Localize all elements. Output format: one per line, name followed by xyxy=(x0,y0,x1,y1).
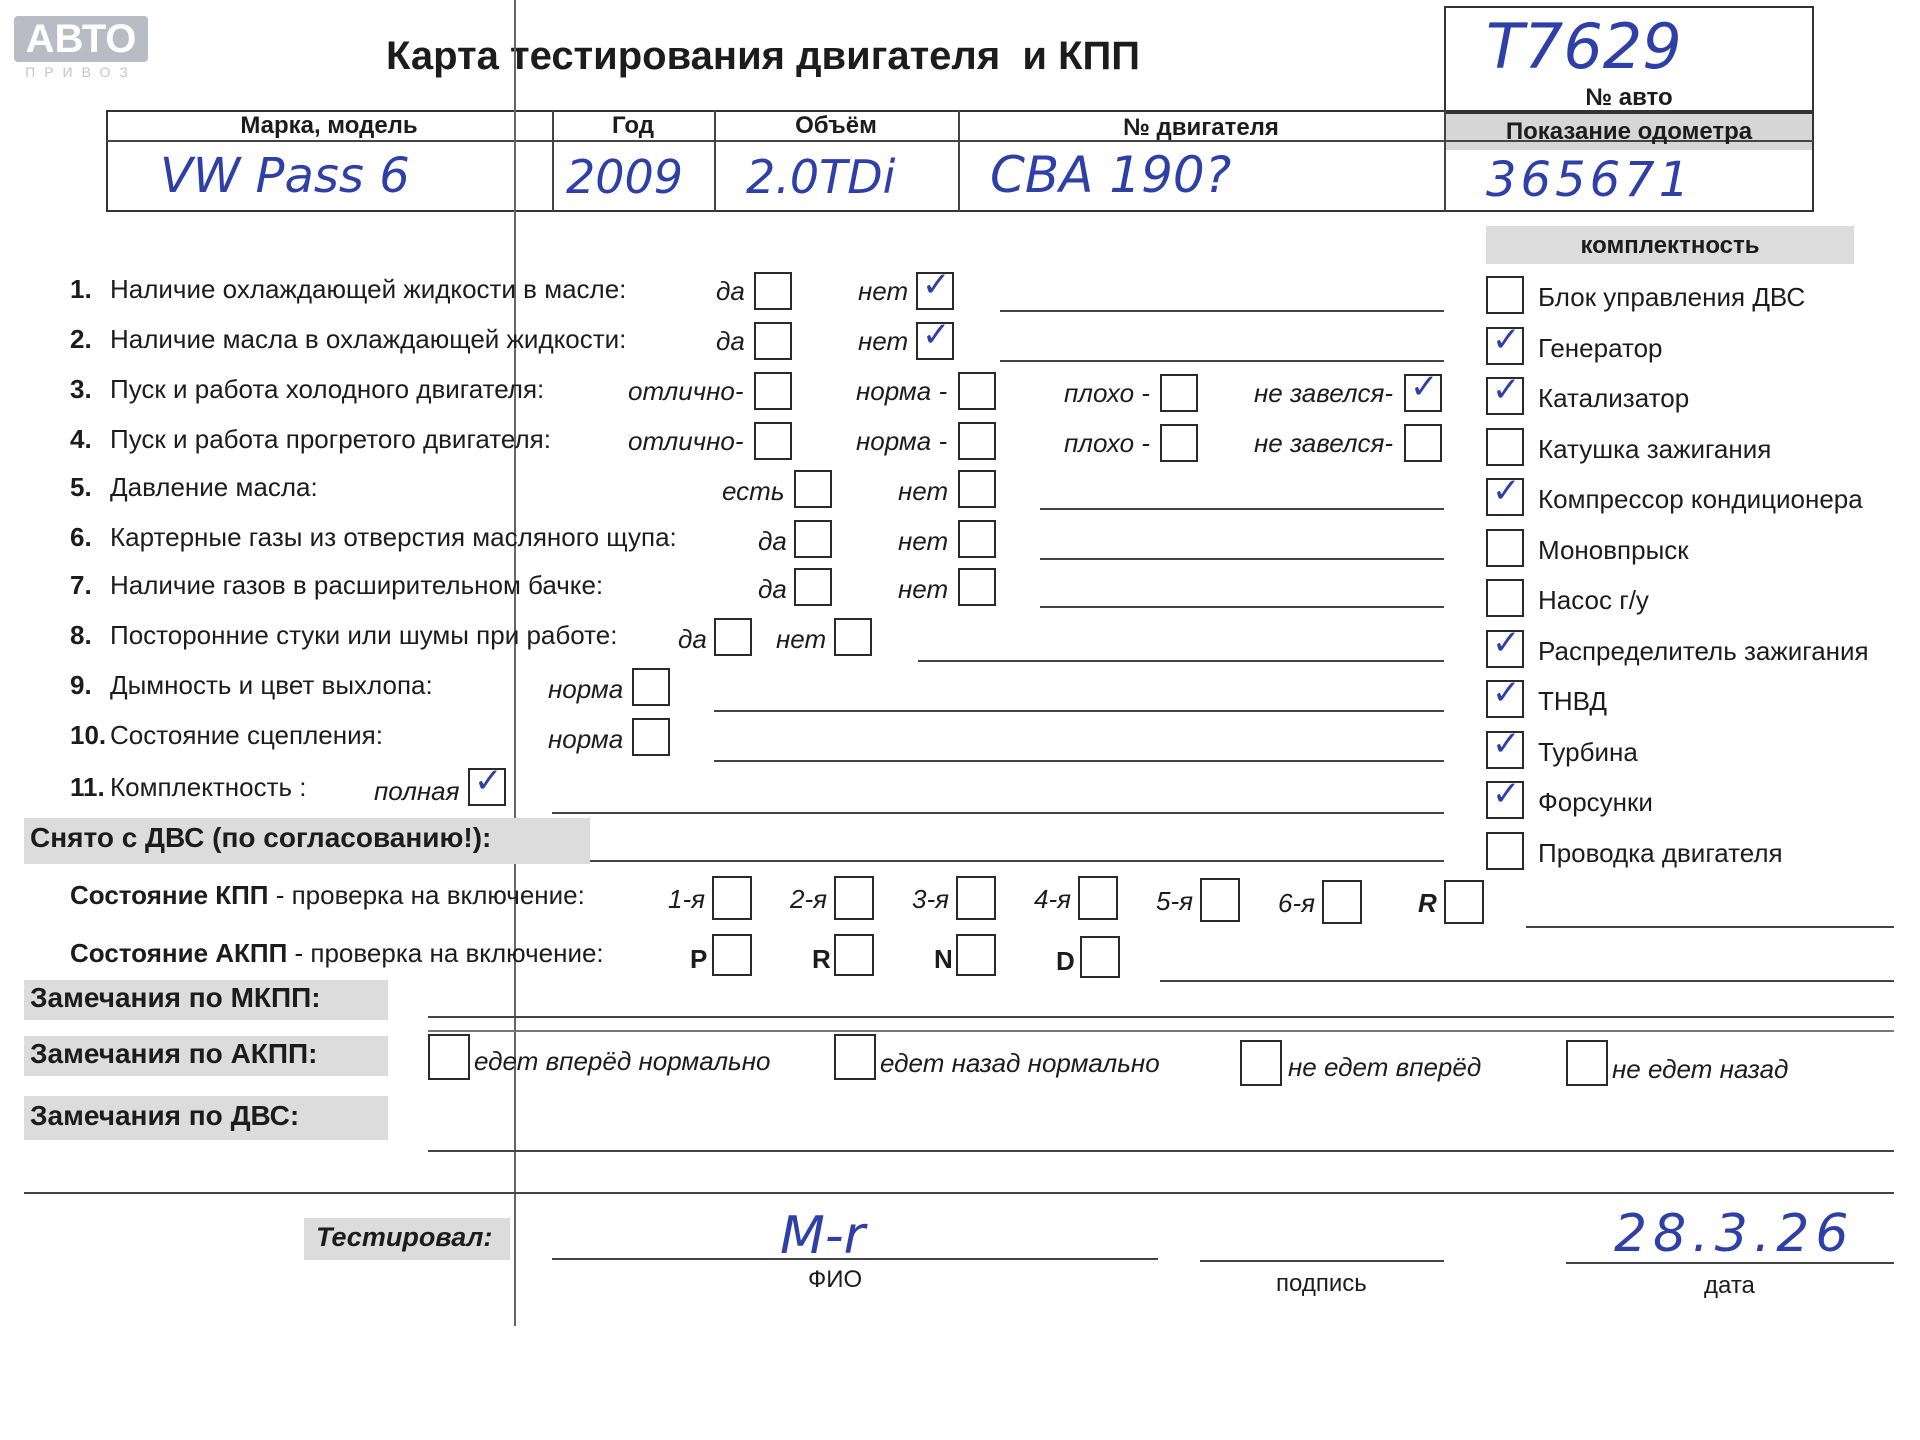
odo-value: 365671 xyxy=(1486,152,1694,208)
completeness-checkbox[interactable] xyxy=(1486,320,1524,365)
q7-opt1: да xyxy=(758,574,787,604)
sign-line xyxy=(1200,1260,1444,1262)
dvs-note-line xyxy=(428,1150,1894,1152)
make-label: Марка, модель xyxy=(240,112,418,139)
date-value: 28.3.26 xyxy=(1614,1204,1855,1264)
check-icon: ✓ xyxy=(1492,623,1521,663)
q6-yes-checkbox[interactable] xyxy=(794,520,832,558)
q6-text: Картерные газы из отверстия масляного щупа: xyxy=(110,522,677,552)
kpp-note-line xyxy=(1526,926,1894,928)
q10-text: Состояние сцепления: xyxy=(110,720,383,750)
year-label: Год xyxy=(612,112,654,139)
dvs-note-line-2 xyxy=(24,1192,1894,1194)
akpp-no-forward-checkbox[interactable] xyxy=(1240,1040,1282,1086)
engine-label: № двигателя xyxy=(1123,114,1279,141)
q2-opt1: да xyxy=(716,326,745,356)
q8-text: Посторонние стуки или шумы при работе: xyxy=(110,620,618,650)
akpp-mode-r-label: R xyxy=(812,944,831,974)
kpp-gear-6-checkbox[interactable] xyxy=(1322,880,1362,924)
kpp-gear-4-checkbox[interactable] xyxy=(1078,876,1118,920)
q2-yes-checkbox[interactable] xyxy=(754,322,792,360)
akpp-forward-ok-checkbox[interactable] xyxy=(428,1034,470,1080)
kpp-label-bold: Состояние КПП xyxy=(70,880,269,910)
q8-no-checkbox[interactable] xyxy=(834,618,872,656)
kpp-gear-3-checkbox[interactable] xyxy=(956,876,996,920)
q8-yes-checkbox[interactable] xyxy=(714,618,752,656)
q5-opt2: нет xyxy=(898,476,949,506)
q11-full-checkbox[interactable]: ✓ xyxy=(468,768,506,806)
q11-note-line xyxy=(552,812,1444,814)
q11-text: Комплектность : xyxy=(110,772,307,802)
completeness-checkbox[interactable] xyxy=(1486,623,1524,668)
q11-opt1: полная xyxy=(374,776,460,806)
q2-no-checkbox[interactable]: ✓ xyxy=(916,322,954,360)
q1-opt1: да xyxy=(716,276,745,306)
akpp-back-ok-checkbox[interactable] xyxy=(834,1034,876,1080)
q5-no-checkbox[interactable] xyxy=(958,470,996,508)
kpp-gear-3-label: 3-я xyxy=(912,884,950,914)
q3-opt3: плохо - xyxy=(1064,378,1150,408)
q5-note-line xyxy=(1040,508,1444,510)
q2-opt2: нет xyxy=(858,326,909,356)
kpp-gear-6-label: 6-я xyxy=(1278,888,1316,918)
completeness-label: Форсунки xyxy=(1538,787,1653,817)
q4-num: 4. xyxy=(70,424,92,454)
car-number-box xyxy=(1444,6,1814,114)
completeness-title: комплектность xyxy=(1580,232,1760,259)
check-icon: ✓ xyxy=(1492,724,1521,764)
q4-excellent-checkbox[interactable] xyxy=(754,422,792,460)
q7-note-line xyxy=(1040,606,1444,608)
completeness-label: Катализатор xyxy=(1538,383,1690,413)
q7-yes-checkbox[interactable] xyxy=(794,568,832,606)
q4-bad-checkbox[interactable] xyxy=(1160,424,1198,462)
q7-text: Наличие газов в расширительном бачке: xyxy=(110,570,604,600)
q4-text: Пуск и работа прогретого двигателя: xyxy=(110,424,551,454)
akpp-mode-d-label: D xyxy=(1056,946,1075,976)
q7-opt2: нет xyxy=(898,574,949,604)
q6-no-checkbox[interactable] xyxy=(958,520,996,558)
logo-sub: ПРИВОЗ xyxy=(25,64,137,80)
akpp-no-forward-label: не едет вперёд xyxy=(1288,1052,1482,1082)
check-icon: ✓ xyxy=(1492,320,1521,360)
q1-num: 1. xyxy=(70,274,92,304)
year-value: 2009 xyxy=(566,150,684,204)
kpp-gear-4-label: 4-я xyxy=(1034,884,1072,914)
completeness-checkbox[interactable] xyxy=(1486,370,1524,415)
completeness-checkbox[interactable] xyxy=(1486,774,1524,819)
engine-value: CBA 190? xyxy=(990,146,1232,204)
completeness-label: Проводка двигателя xyxy=(1538,838,1783,868)
completeness-label: Распределитель зажигания xyxy=(1538,636,1869,666)
q9-note-line xyxy=(714,710,1444,712)
q3-num: 3. xyxy=(70,374,92,404)
q4-normal-checkbox[interactable] xyxy=(958,422,996,460)
kpp-label xyxy=(70,880,585,911)
q1-yes-checkbox[interactable] xyxy=(754,272,792,310)
q10-opt1: норма xyxy=(548,724,624,754)
completeness-checkbox[interactable] xyxy=(1486,471,1524,516)
akpp-no-back-label: не едет назад xyxy=(1612,1054,1789,1084)
q9-text: Дымность и цвет выхлопа: xyxy=(110,670,433,700)
check-icon: ✓ xyxy=(1492,471,1521,511)
q4-nostart-checkbox[interactable] xyxy=(1404,424,1442,462)
q8-opt2: нет xyxy=(776,624,827,654)
akpp-label-bold: Состояние АКПП xyxy=(70,938,288,968)
car-number-label: № авто xyxy=(1585,84,1673,111)
q5-opt1: есть xyxy=(722,476,785,506)
q3-opt4: не завелся- xyxy=(1254,378,1394,408)
fold-line xyxy=(514,0,516,1326)
completeness-checkbox[interactable] xyxy=(1486,673,1524,718)
completeness-label: Насос г/у xyxy=(1538,585,1649,615)
q6-opt2: нет xyxy=(898,526,949,556)
removed-title: Снято с ДВС (по согласованию!): xyxy=(30,822,492,853)
q3-nostart-checkbox[interactable]: ✓ xyxy=(1404,374,1442,412)
q10-num: 10. xyxy=(70,720,107,750)
completeness-label: Компрессор кондиционера xyxy=(1538,484,1863,514)
q9-normal-checkbox[interactable] xyxy=(632,668,670,706)
q1-text: Наличие охлаждающей жидкости в масле: xyxy=(110,274,627,304)
check-icon: ✓ xyxy=(1492,370,1521,410)
q4-opt1: отлично- xyxy=(628,426,744,456)
mkpp-note-line xyxy=(428,1016,1894,1018)
akpp-mode-n-label: N xyxy=(934,944,953,974)
q3-text: Пуск и работа холодного двигателя: xyxy=(110,374,545,404)
akpp-mode-r-checkbox[interactable] xyxy=(834,934,874,976)
q8-num: 8. xyxy=(70,620,92,650)
q6-note-line xyxy=(1040,558,1444,560)
kpp-gear-5-checkbox[interactable] xyxy=(1200,878,1240,922)
akpp-no-back-checkbox[interactable] xyxy=(1566,1040,1608,1086)
akpp-label xyxy=(70,938,604,969)
page-title: Карта тестирования двигателя и КПП xyxy=(386,34,1141,78)
check-icon: ✓ xyxy=(1492,673,1521,713)
q3-opt1: отлично- xyxy=(628,376,744,406)
q3-excellent-checkbox[interactable] xyxy=(754,372,792,410)
completeness-label: Блок управления ДВС xyxy=(1538,282,1806,312)
q1-opt2: нет xyxy=(858,276,909,306)
q7-num: 7. xyxy=(70,570,92,600)
dvs-remarks-title: Замечания по ДВС: xyxy=(30,1100,300,1131)
q3-bad-checkbox[interactable] xyxy=(1160,374,1198,412)
q5-num: 5. xyxy=(70,472,92,502)
fio-line xyxy=(552,1258,1158,1260)
akpp-mode-n-checkbox[interactable] xyxy=(956,934,996,976)
completeness-checkbox[interactable] xyxy=(1486,579,1524,617)
completeness-checkbox[interactable] xyxy=(1486,276,1524,314)
kpp-gear-r-checkbox[interactable] xyxy=(1444,880,1484,924)
q6-opt1: да xyxy=(758,526,787,556)
date-line xyxy=(1566,1262,1894,1264)
q6-num: 6. xyxy=(70,522,92,552)
mkpp-note-line-2 xyxy=(428,1030,1894,1032)
make-value: VW Pass 6 xyxy=(160,148,410,204)
q4-opt4: не завелся- xyxy=(1254,428,1394,458)
odo-label: Показание одометра xyxy=(1505,118,1753,145)
q5-text: Давление масла: xyxy=(110,472,318,502)
kpp-gear-2-checkbox[interactable] xyxy=(834,876,874,920)
date-label: дата xyxy=(1704,1272,1755,1299)
tested-label: Тестировал: xyxy=(316,1222,493,1252)
volume-value: 2.0TDi xyxy=(746,150,896,204)
q10-note-line xyxy=(714,760,1444,762)
completeness-label: ТНВД xyxy=(1538,686,1608,716)
kpp-gear-1-checkbox[interactable] xyxy=(712,876,752,920)
sign-label: подпись xyxy=(1276,1270,1367,1297)
q9-opt1: норма xyxy=(548,674,624,704)
q11-num: 11. xyxy=(70,772,105,802)
q7-no-checkbox[interactable] xyxy=(958,568,996,606)
q2-text: Наличие масла в охлаждающей жидкости: xyxy=(110,324,627,354)
akpp-label-text: - проверка на включение: xyxy=(287,938,604,968)
volume-label: Объём xyxy=(795,112,877,139)
q1-note-line xyxy=(1000,310,1444,312)
mkpp-remarks-title: Замечания по МКПП: xyxy=(30,982,321,1013)
kpp-gear-5-label: 5-я xyxy=(1156,886,1194,916)
q2-note-line xyxy=(1000,360,1444,362)
completeness-label: Турбина xyxy=(1538,737,1638,767)
akpp-mode-d-checkbox[interactable] xyxy=(1080,936,1120,978)
akpp-remarks-title: Замечания по АКПП: xyxy=(30,1038,318,1069)
q5-yes-checkbox[interactable] xyxy=(794,470,832,508)
logo-main: АВТО xyxy=(14,16,148,62)
q9-num: 9. xyxy=(70,670,92,700)
kpp-gear-r-label: R xyxy=(1418,888,1437,918)
logo xyxy=(14,16,148,80)
q8-opt1: да xyxy=(678,624,707,654)
completeness-label: Катушка зажигания xyxy=(1538,434,1772,464)
completeness-checkbox[interactable] xyxy=(1486,832,1524,870)
q4-opt2: норма - xyxy=(856,426,948,456)
completeness-checkbox[interactable] xyxy=(1486,724,1524,769)
kpp-label-text: - проверка на включение: xyxy=(268,880,585,910)
completeness-checkbox[interactable] xyxy=(1486,428,1524,466)
q1-no-checkbox[interactable]: ✓ xyxy=(916,272,954,310)
q3-normal-checkbox[interactable] xyxy=(958,372,996,410)
q2-num: 2. xyxy=(70,324,92,354)
akpp-mode-p-checkbox[interactable] xyxy=(712,934,752,976)
q4-opt3: плохо - xyxy=(1064,428,1150,458)
removed-note-line xyxy=(590,860,1444,862)
akpp-back-ok-label: едет назад нормально xyxy=(880,1048,1160,1078)
q8-note-line xyxy=(918,660,1444,662)
completeness-label: Генератор xyxy=(1538,333,1663,363)
fio-value: M-r xyxy=(780,1206,866,1266)
kpp-gear-2-label: 2-я xyxy=(790,884,828,914)
check-icon: ✓ xyxy=(1492,774,1521,814)
car-number-value: T7629 xyxy=(1486,10,1682,83)
kpp-gear-1-label: 1-я xyxy=(668,884,706,914)
completeness-checkbox[interactable] xyxy=(1486,529,1524,567)
fio-label: ФИО xyxy=(808,1266,863,1293)
akpp-forward-ok-label: едет вперёд нормально xyxy=(474,1046,771,1076)
akpp-mode-p-label: P xyxy=(690,944,708,974)
akpp-note-line xyxy=(1160,980,1894,982)
q3-opt2: норма - xyxy=(856,376,948,406)
completeness-label: Моновпрыск xyxy=(1538,535,1689,565)
q10-normal-checkbox[interactable] xyxy=(632,718,670,756)
